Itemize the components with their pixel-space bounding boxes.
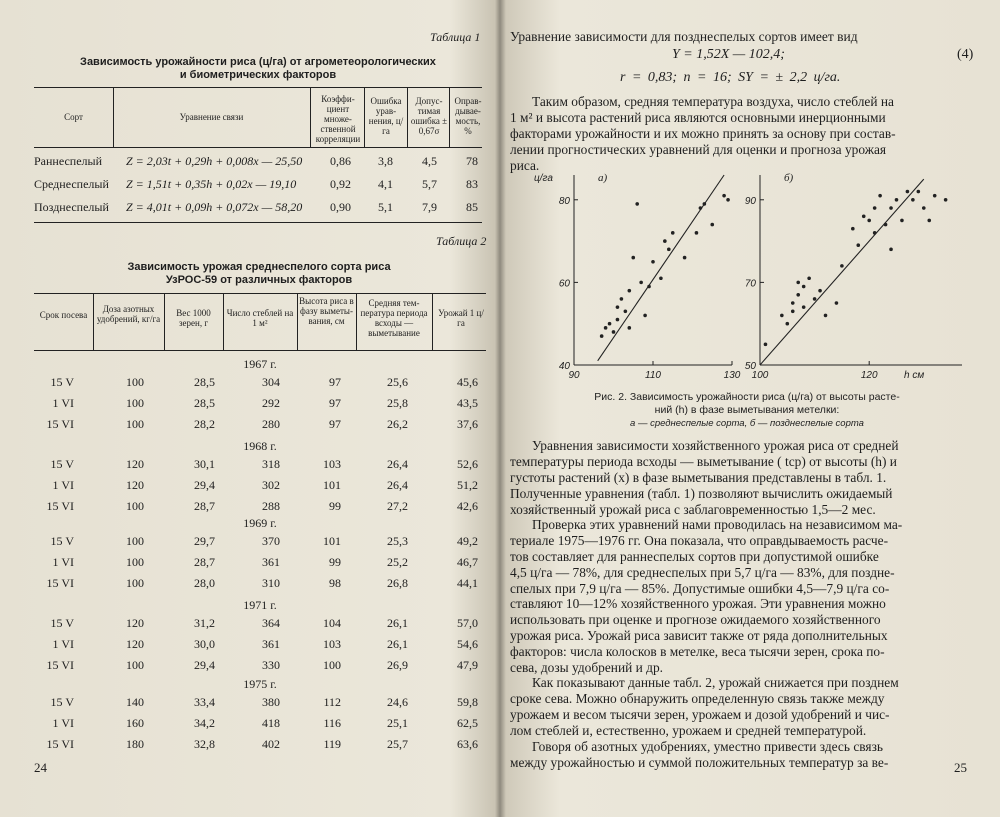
table2-cell-yield: 49,2 [457, 534, 478, 548]
figure-caption-line3: а — среднеспелые сорта, б — позднеспелые сорта [630, 418, 864, 429]
table2-cell-date: 15 V [50, 695, 74, 709]
data-point [889, 248, 893, 252]
table2-col-height: Высота риса в фазу выметы-вания, см [299, 296, 354, 326]
data-point [796, 281, 800, 285]
data-point [862, 215, 866, 219]
table2-cell-stems: 280 [262, 417, 280, 431]
table2-vrule [297, 293, 298, 350]
data-point [933, 194, 937, 198]
table1-col-eq: Уравнение связи [179, 112, 244, 122]
table2-vrule [356, 293, 357, 350]
intro-line: Уравнение зависимости для позднеспелых сортов имеет вид [510, 29, 858, 44]
table2-label: Таблица 2 [436, 234, 487, 248]
table1-row2-just: 83 [466, 177, 478, 191]
data-point [796, 293, 800, 297]
table2-vrule [223, 293, 224, 350]
paragraph-2-line: Уравнения зависимости хозяйственного урожая риса от средней [532, 438, 899, 453]
table1-row1-sort: Раннеспелый [34, 154, 103, 168]
y-tick-label: 60 [558, 278, 570, 290]
table1-vrule [113, 87, 114, 147]
table2-title-line2: УзРОС-59 от различных факторов [165, 274, 353, 286]
data-point [780, 314, 784, 318]
table1-vrule [364, 87, 365, 147]
table2-cell-date: 15 VI [46, 417, 74, 431]
table2-cell-stems: 380 [262, 695, 280, 709]
data-point [608, 322, 612, 326]
table1-rule-bottom [34, 222, 482, 223]
table2-cell-date: 15 VI [46, 737, 74, 751]
table2-year-heading: 1967 г. [243, 357, 277, 371]
data-point [710, 223, 714, 227]
table2-cell-yield: 37,6 [457, 417, 478, 431]
paragraph-3 [510, 517, 972, 676]
table2-cell-weight: 29,4 [194, 478, 215, 492]
table1-row3-tol: 7,9 [422, 200, 437, 214]
table2-cell-temp: 25,8 [387, 396, 408, 410]
paragraph-3-line: ставляют 10—12% хозяйственного урожая. Эти уравнения можно [510, 596, 886, 612]
table2-col-dose: Доза азотных удобрений, кг/га [96, 304, 161, 324]
table2-cell-height: 99 [329, 555, 341, 569]
data-point [722, 194, 726, 198]
x-tick-label: 120 [860, 370, 878, 381]
data-point [917, 190, 921, 194]
table2-cell-date: 15 VI [46, 499, 74, 513]
paragraph-2-line: Полученные уравнения (табл. 1) позволяют вычислить ожидаемый [510, 485, 893, 501]
table2-cell-date: 1 VI [52, 637, 74, 651]
data-point [878, 194, 882, 198]
x-axis-label: h см [904, 370, 925, 381]
table2-cell-stems: 361 [262, 637, 280, 651]
paragraph-1-line: Таким образом, средняя температура воздуха, число стеблей на [532, 94, 895, 109]
table2-cell-date: 1 VI [52, 396, 74, 410]
data-point [813, 297, 817, 301]
paragraph-4-line: лом стеблей и, естественно, урожаем и средней температурой. [510, 722, 867, 738]
paragraph-1-line: риса. [510, 157, 540, 173]
table2-cell-dose: 120 [126, 457, 144, 471]
table2-year-heading: 1968 г. [243, 439, 277, 453]
paragraph-3-line: Проверка этих уравнений нами проводилась на независимом ма- [532, 517, 903, 532]
table2-cell-dose: 160 [126, 716, 144, 730]
data-point [851, 227, 855, 231]
paragraph-1-line: 1 м² и высота растений риса являются основными инерционными [510, 109, 886, 125]
table1-title-line2: и биометрических факторов [179, 69, 337, 81]
table2-cell-date: 1 VI [52, 555, 74, 569]
equation: Y = 1,52X — 102,4; [672, 47, 785, 62]
paragraph-2-line: густоты растений (x) в фазе выметывания представлены в табл. 1. [510, 469, 887, 485]
data-point [764, 343, 768, 347]
page-number-left: 24 [34, 760, 47, 775]
paragraph-3-line: факторов: числа колосков в метелке, веса тысячи зерен, срока по- [510, 644, 885, 660]
table2-cell-temp: 25,3 [387, 534, 408, 548]
table2-vrule [432, 293, 433, 350]
table2-cell-height: 97 [329, 417, 341, 431]
table2-cell-height: 103 [323, 637, 341, 651]
table2-rule-header [34, 350, 486, 351]
table1-row2-r: 0,92 [330, 177, 351, 191]
paragraph-2 [510, 438, 972, 517]
table2-cell-weight: 28,7 [194, 555, 215, 569]
data-point [840, 264, 844, 268]
paragraph-3-line: спелых при 7,9 ц/га — 85%. Допустимые ошибки 4,5—7,9 ц/га со- [510, 580, 890, 596]
data-point [635, 202, 639, 206]
x-tick-label: 130 [723, 370, 741, 381]
data-point [604, 326, 608, 330]
data-point [620, 297, 624, 301]
figure-caption-line1: Рис. 2. Зависимость урожайности риса (ц/га) от высоты расте- [594, 391, 900, 403]
data-point [835, 301, 839, 305]
table2-cell-stems: 302 [262, 478, 280, 492]
paragraph-5-line: Говоря об азотных удобрениях, уместно привести здесь связь [532, 739, 883, 754]
paragraph-3-line: сева, дозы удобрений и др. [510, 660, 664, 676]
data-point [867, 219, 871, 223]
table2-cell-date: 15 VI [46, 576, 74, 590]
table2-cell-weight: 28,7 [194, 499, 215, 513]
data-point [651, 260, 655, 264]
table2-cell-temp: 25,7 [387, 737, 408, 751]
data-point [726, 198, 730, 202]
table2-cell-yield: 52,6 [457, 457, 478, 471]
table2-cell-yield: 47,9 [457, 658, 478, 672]
table2-cell-yield: 57,0 [457, 616, 478, 630]
table1-rule-top [34, 87, 482, 88]
table2-cell-dose: 120 [126, 637, 144, 651]
table2-col-temp: Средняя тем-пература периода всходы — выметывание [360, 298, 428, 338]
data-point [818, 289, 822, 293]
data-point [895, 198, 899, 202]
paragraph-3-line: тов составляет для раннеспелых сортов при допустимой ошибке [510, 548, 879, 564]
table2-cell-dose: 120 [126, 616, 144, 630]
table1-col-err: Ошибка урав-нения, ц/га [368, 96, 404, 136]
panel-title: а) [598, 172, 608, 184]
data-point [906, 190, 910, 194]
table2-cell-dose: 100 [126, 534, 144, 548]
table2-cell-yield: 45,6 [457, 375, 478, 389]
table2-cell-stems: 292 [262, 396, 280, 410]
data-point [791, 301, 795, 305]
table1-row2-eq: Z = 1,51t + 0,35h + 0,02x — 19,10 [126, 177, 297, 191]
table2-cell-temp: 26,1 [387, 616, 408, 630]
table2-cell-dose: 120 [126, 478, 144, 492]
table2-cell-dose: 100 [126, 396, 144, 410]
table2-cell-stems: 370 [262, 534, 280, 548]
table2-cell-temp: 25,2 [387, 555, 408, 569]
paragraph-3-line: териале 1975—1976 гг. Она показала, что оправдываемость расче- [510, 532, 889, 548]
table1-row2-tol: 5,7 [422, 177, 437, 191]
data-point [703, 202, 707, 206]
table1-row1-just: 78 [466, 154, 478, 168]
table2-cell-yield: 42,6 [457, 499, 478, 513]
table2-cell-yield: 54,6 [457, 637, 478, 651]
data-point [600, 334, 604, 338]
table2-cell-stems: 361 [262, 555, 280, 569]
table1-title-line1: Зависимость урожайности риса (ц/га) от агрометеорологических [80, 56, 436, 68]
table1-col-corr: Коэффи-циент множе-ственной корреляции [315, 94, 361, 144]
table2-cell-weight: 30,0 [194, 637, 215, 651]
table2-year-heading: 1969 г. [243, 516, 277, 530]
data-point [802, 285, 806, 289]
table1-vrule [310, 87, 311, 147]
data-point [695, 231, 699, 235]
table1-row2-err: 4,1 [378, 177, 393, 191]
table2-cell-height: 99 [329, 499, 341, 513]
table2-cell-stems: 304 [262, 375, 280, 389]
table2-cell-temp: 25,6 [387, 375, 408, 389]
table2-cell-height: 97 [329, 396, 341, 410]
table1-row2-sort: Среднеспелый [34, 177, 109, 191]
data-point [683, 256, 687, 260]
table2-cell-height: 98 [329, 576, 341, 590]
paragraph-2-line: температуры периода всходы — выметывание ( tср) от высоты (h) и [510, 453, 897, 469]
table2-cell-yield: 62,5 [457, 716, 478, 730]
table2-vrule [93, 293, 94, 350]
table2-cell-stems: 330 [262, 658, 280, 672]
data-point [900, 219, 904, 223]
paragraph-4 [510, 675, 972, 739]
table2-cell-height: 100 [323, 658, 341, 672]
table2-cell-height: 104 [323, 616, 341, 630]
table1-row3-just: 85 [466, 200, 478, 214]
table2-cell-temp: 25,1 [387, 716, 408, 730]
table2-cell-height: 101 [323, 534, 341, 548]
data-point [616, 318, 620, 322]
table2-cell-stems: 364 [262, 616, 280, 630]
data-point [616, 305, 620, 309]
table2-cell-dose: 100 [126, 555, 144, 569]
data-point [824, 314, 828, 318]
table2-cell-dose: 100 [126, 576, 144, 590]
data-point [631, 256, 635, 260]
data-point [889, 206, 893, 210]
data-point [922, 206, 926, 210]
table2-year-heading: 1975 г. [243, 677, 277, 691]
table2-cell-stems: 318 [262, 457, 280, 471]
data-point [802, 305, 806, 309]
table2-cell-date: 1 VI [52, 478, 74, 492]
table1-label: Таблица 1 [430, 30, 481, 44]
table2-vrule [164, 293, 165, 350]
table2-cell-temp: 26,4 [387, 478, 408, 492]
data-point [884, 223, 888, 227]
table2-cell-weight: 34,2 [194, 716, 215, 730]
data-point [628, 289, 632, 293]
table2-cell-temp: 26,1 [387, 637, 408, 651]
y-tick-label: 90 [744, 195, 756, 207]
table2-cell-dose: 100 [126, 417, 144, 431]
table1-vrule [449, 87, 450, 147]
paragraph-1-line: лении прогностических уравнений для оценки и прогноза урожая [510, 141, 887, 157]
y-tick-label: 40 [558, 361, 570, 372]
paragraph-5 [510, 739, 972, 771]
table2-year-heading: 1971 г. [243, 598, 277, 612]
table2-cell-weight: 28,5 [194, 396, 215, 410]
data-point [659, 276, 663, 280]
table2-cell-height: 101 [323, 478, 341, 492]
paragraph-1-line: факторами урожайности и их можно принять за основу при состав- [510, 125, 896, 141]
table2-cell-yield: 43,5 [457, 396, 478, 410]
y-axis-label: ц/га [534, 173, 553, 184]
table1-row3-r: 0,90 [330, 200, 351, 214]
table2-cell-yield: 63,6 [457, 737, 478, 751]
table2-cell-temp: 26,9 [387, 658, 408, 672]
table2-cell-height: 103 [323, 457, 341, 471]
paragraph-3-line: урожая риса. Урожай риса зависит также от ряда дополнительных [510, 628, 888, 644]
data-point [643, 314, 647, 318]
table2-cell-date: 15 V [50, 375, 74, 389]
figure-caption-line2: ний (h) в фазе выметывания метелки: [654, 404, 840, 416]
paragraph-1 [510, 94, 972, 173]
table2-cell-temp: 24,6 [387, 695, 408, 709]
table2-cell-height: 116 [323, 716, 341, 730]
paragraph-5-line: между урожайностью и суммой положительных температур за ве- [510, 754, 889, 770]
table2-cell-weight: 30,1 [194, 457, 215, 471]
data-point [663, 239, 667, 243]
table2-cell-temp: 26,4 [387, 457, 408, 471]
data-point [944, 198, 948, 202]
table2-cell-weight: 32,8 [194, 737, 215, 751]
table1-col-sort: Сорт [64, 112, 83, 122]
table2-cell-weight: 29,4 [194, 658, 215, 672]
table2-cell-height: 97 [329, 375, 341, 389]
right-page [502, 0, 1000, 817]
equation-stats: r = 0,83; n = 16; SY = ± 2,2 ц/га. [620, 70, 841, 85]
table2-cell-date: 15 V [50, 457, 74, 471]
data-point [856, 243, 860, 247]
table2-cell-height: 119 [323, 737, 341, 751]
x-tick-label: 100 [751, 370, 769, 381]
table1-row1-err: 3,8 [378, 154, 393, 168]
data-point [667, 248, 671, 252]
table2-cell-dose: 100 [126, 658, 144, 672]
data-point [624, 310, 628, 314]
data-point [873, 231, 877, 235]
table2-cell-yield: 46,7 [457, 555, 478, 569]
data-point [612, 330, 616, 334]
paragraph-3-line: использовать при оценке и прогнозе ожидаемого хозяйственного [510, 612, 881, 628]
table1-row1-tol: 4,5 [422, 154, 437, 168]
data-point [699, 206, 703, 210]
data-point [927, 219, 931, 223]
table2-cell-weight: 28,5 [194, 375, 215, 389]
data-point [639, 281, 643, 285]
y-tick-label: 80 [558, 195, 570, 207]
table1-col-just: Оправ-дывае-мость, % [454, 96, 482, 136]
table2-cell-height: 112 [323, 695, 341, 709]
table2-cell-temp: 26,2 [387, 417, 408, 431]
data-point [791, 310, 795, 314]
table2-cell-stems: 310 [262, 576, 280, 590]
table2-cell-temp: 27,2 [387, 499, 408, 513]
table1-row3-sort: Позднеспелый [34, 200, 109, 214]
x-tick-label: 90 [568, 370, 580, 381]
data-point [911, 198, 915, 202]
page-number-right: 25 [954, 760, 967, 775]
table2-cell-dose: 180 [126, 737, 144, 751]
data-point [785, 322, 789, 326]
paragraph-2-line: хозяйственный урожай риса с заблаговременностью 1,5—2 мес. [510, 501, 876, 517]
table2-cell-yield: 51,2 [457, 478, 478, 492]
y-tick-label: 70 [744, 278, 756, 290]
table1-col-tol: Допус-тимая ошибка ± 0,67σ [410, 96, 448, 136]
table2-cell-date: 1 VI [52, 716, 74, 730]
table1-row1-eq: Z = 2,03t + 0,29h + 0,008x — 25,50 [126, 154, 303, 168]
data-point [873, 206, 877, 210]
table2-cell-date: 15 V [50, 616, 74, 630]
data-point [628, 326, 632, 330]
table2-cell-temp: 26,8 [387, 576, 408, 590]
table2-cell-stems: 402 [262, 737, 280, 751]
y-tick-label: 50 [744, 361, 756, 372]
figure-2 [532, 165, 972, 387]
paragraph-4-line: урожаем и весом тысячи зерен, урожаем и дозой удобрений и чис- [510, 706, 890, 722]
paragraph-3-line: 4,5 ц/га — 78%, для среднеспелых при 5,7 ц/га — 83%, для поздне- [510, 564, 895, 580]
table2-cell-stems: 418 [262, 716, 280, 730]
table2-rule-top [34, 293, 486, 294]
table1-row1-r: 0,86 [330, 154, 351, 168]
table2-cell-weight: 29,7 [194, 534, 215, 548]
table2-col-weight: Вес 1000 зерен, г [176, 308, 211, 328]
equation-number: (4) [957, 47, 974, 62]
data-point [671, 231, 675, 235]
table2-col-yield: Урожай 1 ц/га [438, 308, 484, 328]
table1-rule-header [34, 147, 482, 148]
table2-title-line1: Зависимость урожая среднеспелого сорта риса [127, 261, 391, 273]
table2-cell-dose: 100 [126, 375, 144, 389]
table2-cell-yield: 44,1 [457, 576, 478, 590]
table2-cell-yield: 59,8 [457, 695, 478, 709]
table1-row3-err: 5,1 [378, 200, 393, 214]
table2-cell-dose: 100 [126, 499, 144, 513]
table2-cell-dose: 140 [126, 695, 144, 709]
x-tick-label: 110 [645, 370, 661, 381]
trend-line [760, 179, 924, 365]
paragraph-4-line: сроке сева. Можно обнаружить определенную связь также между [510, 690, 885, 706]
table2-cell-weight: 33,4 [194, 695, 215, 709]
table2-cell-weight: 28,2 [194, 417, 215, 431]
table2-col-date: Срок посева [39, 310, 88, 320]
table2-cell-date: 15 V [50, 534, 74, 548]
table2-cell-weight: 31,2 [194, 616, 215, 630]
data-point [807, 276, 811, 280]
table1-vrule [407, 87, 408, 147]
table2-cell-weight: 28,0 [194, 576, 215, 590]
table2-cell-stems: 288 [262, 499, 280, 513]
table2-col-stems: Число стеблей на 1 м² [226, 308, 294, 328]
table2-cell-date: 15 VI [46, 658, 74, 672]
paragraph-4-line: Как показывают данные табл. 2, урожай снижается при позднем [532, 675, 899, 690]
data-point [647, 285, 651, 289]
left-page [0, 0, 498, 817]
table1-row3-eq: Z = 4,01t + 0,09h + 0,072x — 58,20 [126, 200, 303, 214]
panel-title: б) [784, 172, 794, 184]
